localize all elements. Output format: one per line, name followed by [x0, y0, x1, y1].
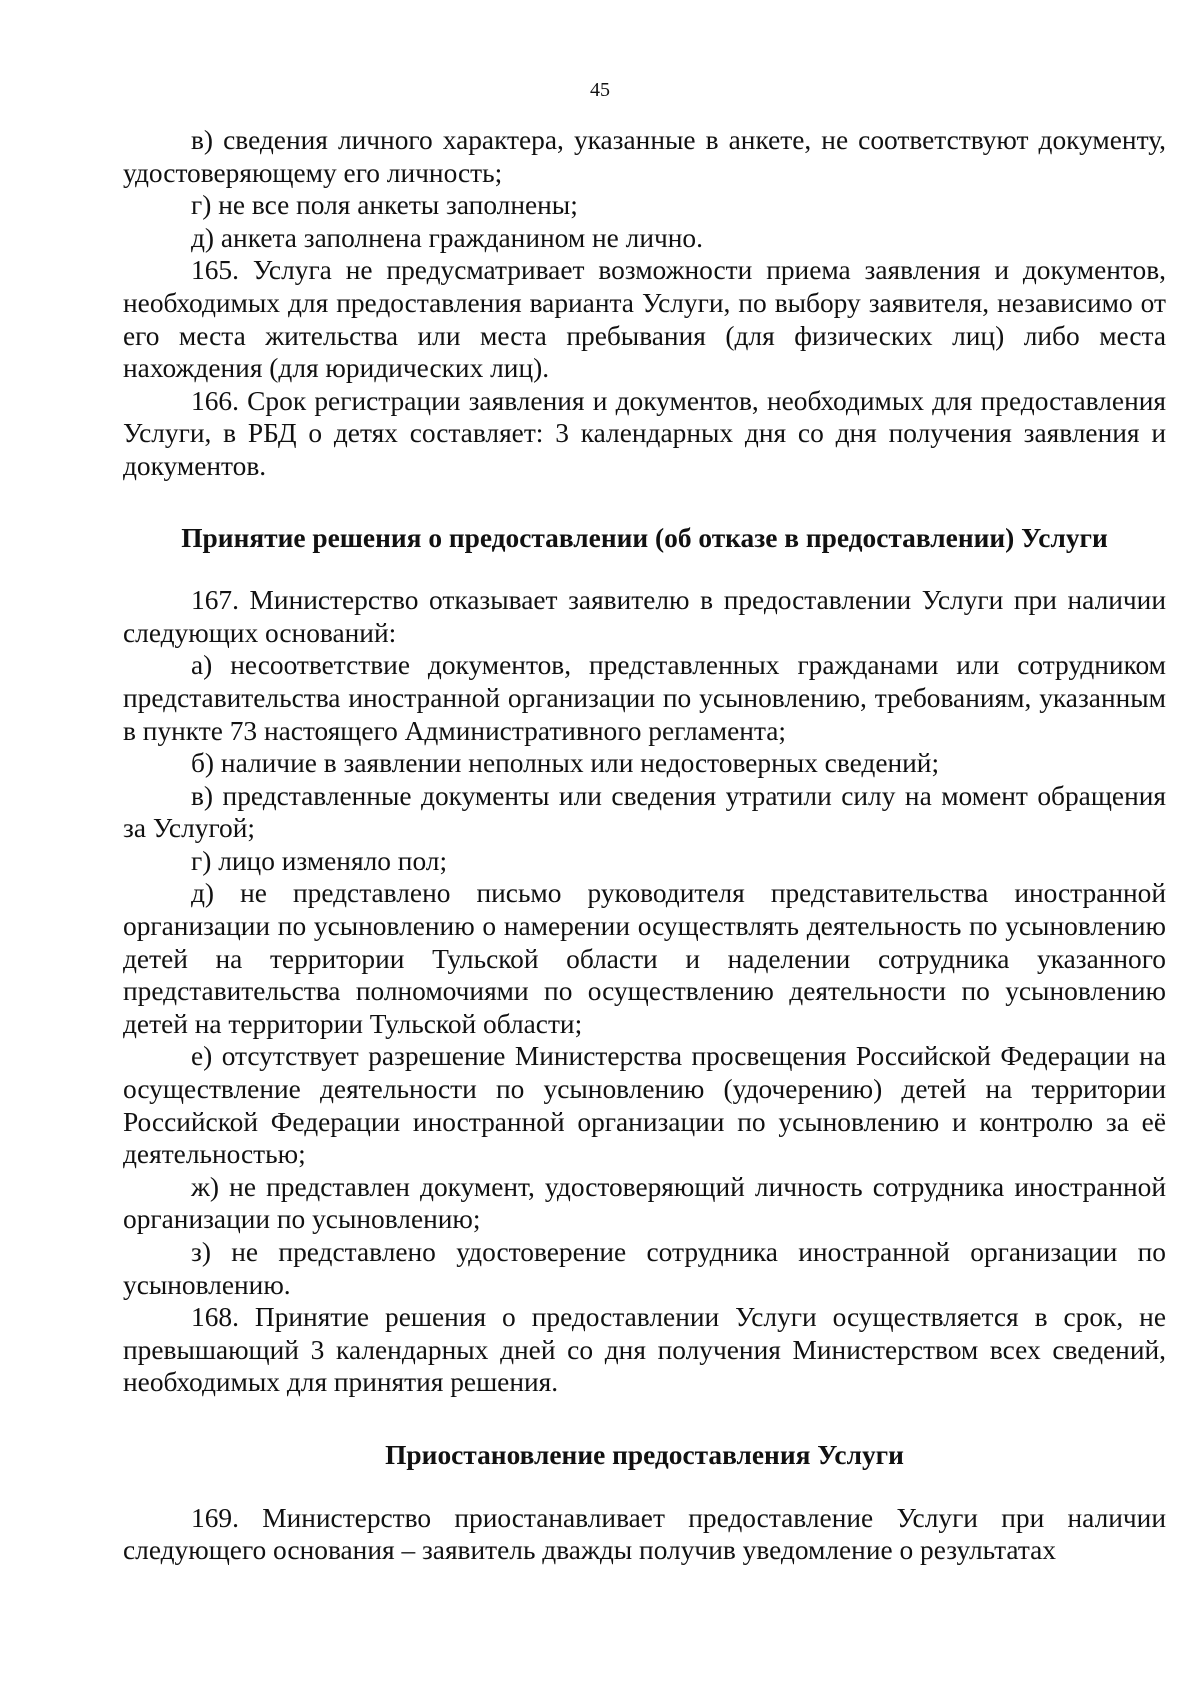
- paragraph-167-zh: ж) не представлен документ, удостоверяющий личность сотрудника иностранной организации по усыновлению;: [123, 1171, 1166, 1235]
- paragraph-167-a: а) несоответствие документов, представленных гражданами или сотрудником представительства иностранной организации по усыновлению, требованиям, указанным в пункте 73 настоящего Административного регламента;: [123, 650, 1166, 746]
- paragraph-167: 167. Министерство отказывает заявителю в предоставлении Услуги при наличии следующих оснований:: [123, 585, 1166, 648]
- paragraph-list-item-g: г) не все поля анкеты заполнены;: [191, 190, 578, 221]
- paragraph-167-v: в) представленные документы или сведения утратили силу на момент обращения за Услугой;: [123, 780, 1166, 844]
- paragraph-list-item-v: в) сведения личного характера, указанные в анкете, не соответствуют документу, удостоверяющему его личность;: [123, 125, 1166, 188]
- paragraph-166: 166. Срок регистрации заявления и документов, необходимых для предоставления Услуги, в РБД о детях составляет: 3 календарных дня со дня получения заявления и документов.: [123, 385, 1166, 481]
- section-heading-suspension: Приостановление предоставления Услуги: [385, 1439, 904, 1470]
- paragraph-165: 165. Услуга не предусматривает возможности приема заявления и документов, необходимых для предоставления варианта Услуги, по выбору заявителя, независимо от его места жительства или места пребывания (для физических лиц) либо места нахождения (для юридических лиц).: [123, 255, 1166, 384]
- paragraph-167-b: б) наличие в заявлении неполных или недостоверных сведений;: [191, 748, 940, 779]
- paragraph-list-item-d: д) анкета заполнена гражданином не лично.: [191, 222, 703, 253]
- section-heading-decision: Принятие решения о предоставлении (об отказе в предоставлении) Услуги: [181, 522, 1108, 553]
- paragraph-169: 169. Министерство приостанавливает предоставление Услуги при наличии следующего основания – заявитель дважды получив уведомление о результатах: [123, 1502, 1166, 1566]
- paragraph-167-d: д) не представлено письмо руководителя представительства иностранной организации по усыновлению о намерении осуществлять деятельность по усыновлению детей на территории Тульской области и наделении сотрудника указанного представительства полномочиями по осуществлению деятельности по усыновлению детей на территории Тульской области;: [123, 878, 1166, 1039]
- paragraph-167-e: е) отсутствует разрешение Министерства просвещения Российской Федерации на осуществление деятельности по усыновлению (удочерению) детей на территории Российской Федерации иностранной организации по усыновлению и контролю за её деятельностью;: [123, 1041, 1166, 1170]
- paragraph-167-g: г) лицо изменяло пол;: [191, 845, 448, 876]
- paragraph-167-z: з) не представлено удостоверение сотрудника иностранной организации по усыновлению.: [123, 1237, 1166, 1300]
- paragraph-168: 168. Принятие решения о предоставлении Услуги осуществляется в срок, не превышающий 3 календарных дней со дня получения Министерством всех сведений, необходимых для принятия решения.: [123, 1302, 1166, 1398]
- page-content: [123, 124, 1166, 1567]
- page-number: 45: [590, 79, 610, 101]
